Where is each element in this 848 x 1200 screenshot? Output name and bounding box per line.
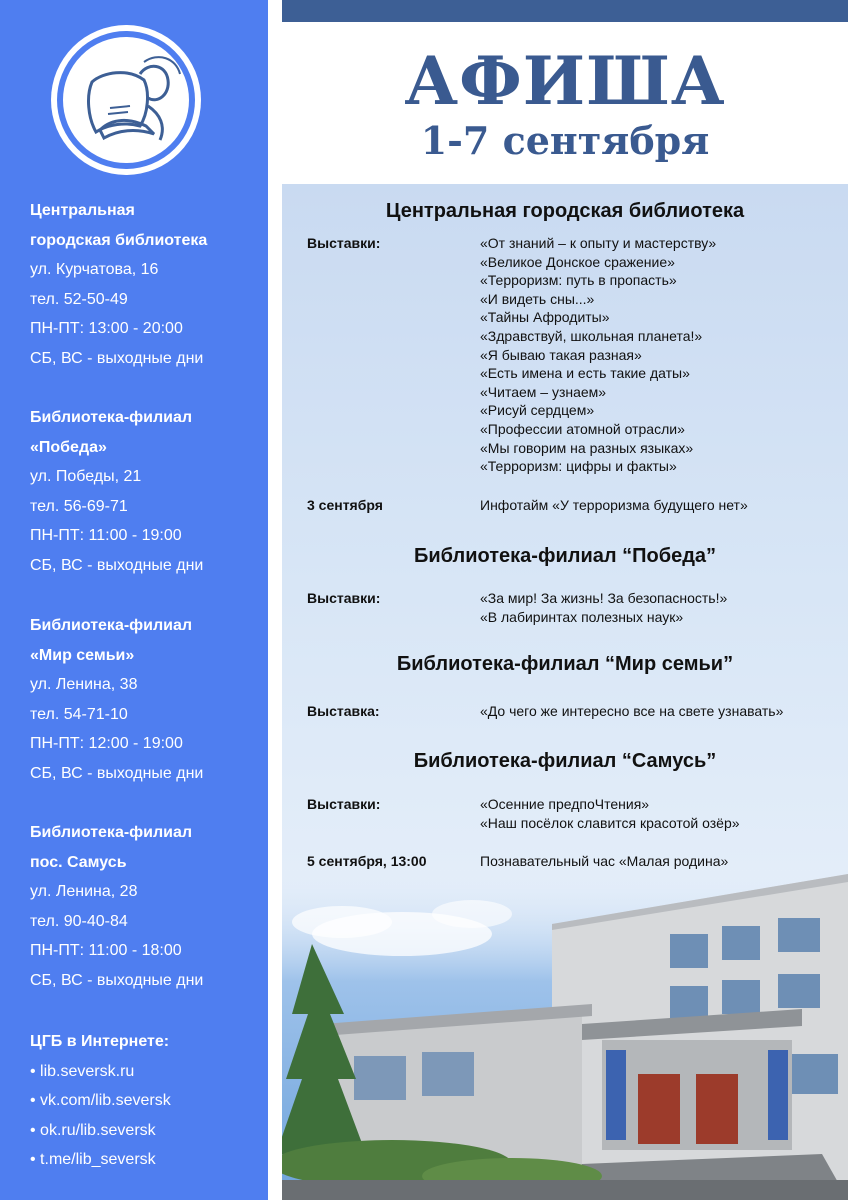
row-label: 5 сентября, 13:00	[307, 853, 427, 869]
sidebar-library-samus	[30, 818, 260, 996]
list-item: «От знаний – к опыту и мастерству»	[480, 235, 717, 251]
online-link[interactable]: • vk.com/lib.seversk	[30, 1092, 171, 1110]
exhibitions-list	[480, 795, 840, 832]
section-heading-mir-semyi: Библиотека-филиал “Мир семьи”	[396, 653, 734, 675]
list-item: «Есть имена и есть такие даты»	[480, 365, 690, 382]
library-hours-weekdays: ПН-ПТ: 11:00 - 18:00	[30, 942, 182, 960]
online-link[interactable]: • t.me/lib_seversk	[30, 1151, 156, 1169]
list-item: «Осенние предпоЧтения»	[480, 796, 650, 812]
list-item: «Наш посёлок славится красотой озёр»	[480, 814, 740, 831]
list-item: Инфотайм «У терроризма будущего нет»	[480, 497, 748, 513]
row-label: Выставки:	[307, 590, 381, 606]
library-hours-weekdays: ПН-ПТ: 11:00 - 19:00	[30, 527, 182, 545]
poster-dates: 1-7 сентября	[420, 118, 710, 163]
library-address: ул. Ленина, 28	[30, 883, 138, 901]
library-phone: тел. 52-50-49	[30, 290, 128, 308]
poster-header	[282, 22, 848, 184]
list-item: «И видеть сны...»	[480, 290, 595, 307]
library-name-line: «Победа»	[30, 438, 107, 456]
library-address: ул. Победы, 21	[30, 468, 142, 486]
row-label: Выставки:	[307, 796, 381, 812]
library-name-line: городская библиотека	[30, 231, 208, 249]
sidebar-library-central	[30, 196, 260, 374]
library-name-line: пос. Самусь	[30, 853, 127, 871]
library-hours-weekend: СБ, ВС - выходные дни	[30, 556, 204, 574]
list-item: «Я бываю такая разная»	[480, 346, 642, 363]
exhibitions-list	[480, 589, 840, 626]
library-name-line: Библиотека-филиал	[30, 617, 193, 634]
sidebar-library-pobeda	[30, 403, 260, 581]
library-hours-weekend: СБ, ВС - выходные дни	[30, 971, 204, 989]
event-list	[480, 496, 840, 515]
section-heading-samus: Библиотека-филиал “Самусь”	[413, 750, 717, 772]
list-item: «Здравствуй, школьная планета!»	[480, 327, 703, 344]
section-heading-central: Центральная городская библиотека	[385, 200, 745, 222]
list-item: «Терроризм: путь в пропасть»	[480, 272, 677, 289]
sidebar	[0, 0, 268, 1200]
row-label: 3 сентября	[307, 497, 383, 513]
list-item: «За мир! За жизнь! За безопасность!»	[480, 590, 728, 606]
list-item: «Профессии атомной отрасли»	[480, 420, 685, 437]
library-hours-weekend: СБ, ВС - выходные дни	[30, 764, 204, 782]
online-link[interactable]: • ok.ru/lib.seversk	[30, 1121, 156, 1139]
list-item: «До чего же интересно все на свете узнавать»	[480, 703, 784, 719]
top-bar	[282, 0, 848, 22]
library-hours-weekdays: ПН-ПТ: 13:00 - 20:00	[30, 320, 183, 338]
poster-title: АФИША	[404, 42, 726, 120]
library-phone: тел. 90-40-84	[30, 912, 128, 930]
list-item: «Тайны Афродиты»	[480, 309, 610, 326]
list-item: Познавательный час «Малая родина»	[480, 853, 729, 869]
list-item: «Великое Донское сражение»	[480, 253, 675, 270]
event-list	[480, 852, 840, 871]
exhibitions-list	[480, 234, 840, 476]
list-item: «Рисуй сердцем»	[480, 402, 595, 419]
list-item: «Терроризм: цифры и факты»	[480, 458, 677, 475]
online-link[interactable]: • lib.seversk.ru	[30, 1062, 135, 1080]
library-name-line: Библиотека-филиал	[30, 824, 193, 841]
library-logo-icon	[48, 22, 204, 178]
library-address: ул. Ленина, 38	[30, 676, 138, 694]
events-content	[282, 184, 848, 1200]
row-label: Выставка:	[307, 703, 380, 719]
list-item: «В лабиринтах полезных наук»	[480, 608, 684, 625]
library-name-line: Библиотека-филиал	[30, 409, 193, 426]
online-heading: ЦГБ в Интернете:	[30, 1033, 170, 1050]
section-heading-pobeda: Библиотека-филиал “Победа”	[413, 545, 717, 567]
sidebar-library-mir-semyi	[30, 611, 260, 789]
exhibitions-list	[480, 702, 840, 721]
library-phone: тел. 56-69-71	[30, 497, 128, 515]
library-name-line: «Мир семьи»	[30, 646, 135, 664]
sidebar-online	[30, 1027, 260, 1175]
library-hours-weekend: СБ, ВС - выходные дни	[30, 349, 204, 367]
library-name-line: Центральная	[30, 202, 135, 219]
list-item: «Мы говорим на разных языках»	[480, 439, 694, 456]
library-address: ул. Курчатова, 16	[30, 261, 159, 279]
library-building-photo	[282, 864, 848, 1200]
library-hours-weekdays: ПН-ПТ: 12:00 - 19:00	[30, 735, 183, 753]
row-label: Выставки:	[307, 235, 381, 251]
library-phone: тел. 54-71-10	[30, 705, 128, 723]
list-item: «Читаем – узнаем»	[480, 383, 607, 400]
